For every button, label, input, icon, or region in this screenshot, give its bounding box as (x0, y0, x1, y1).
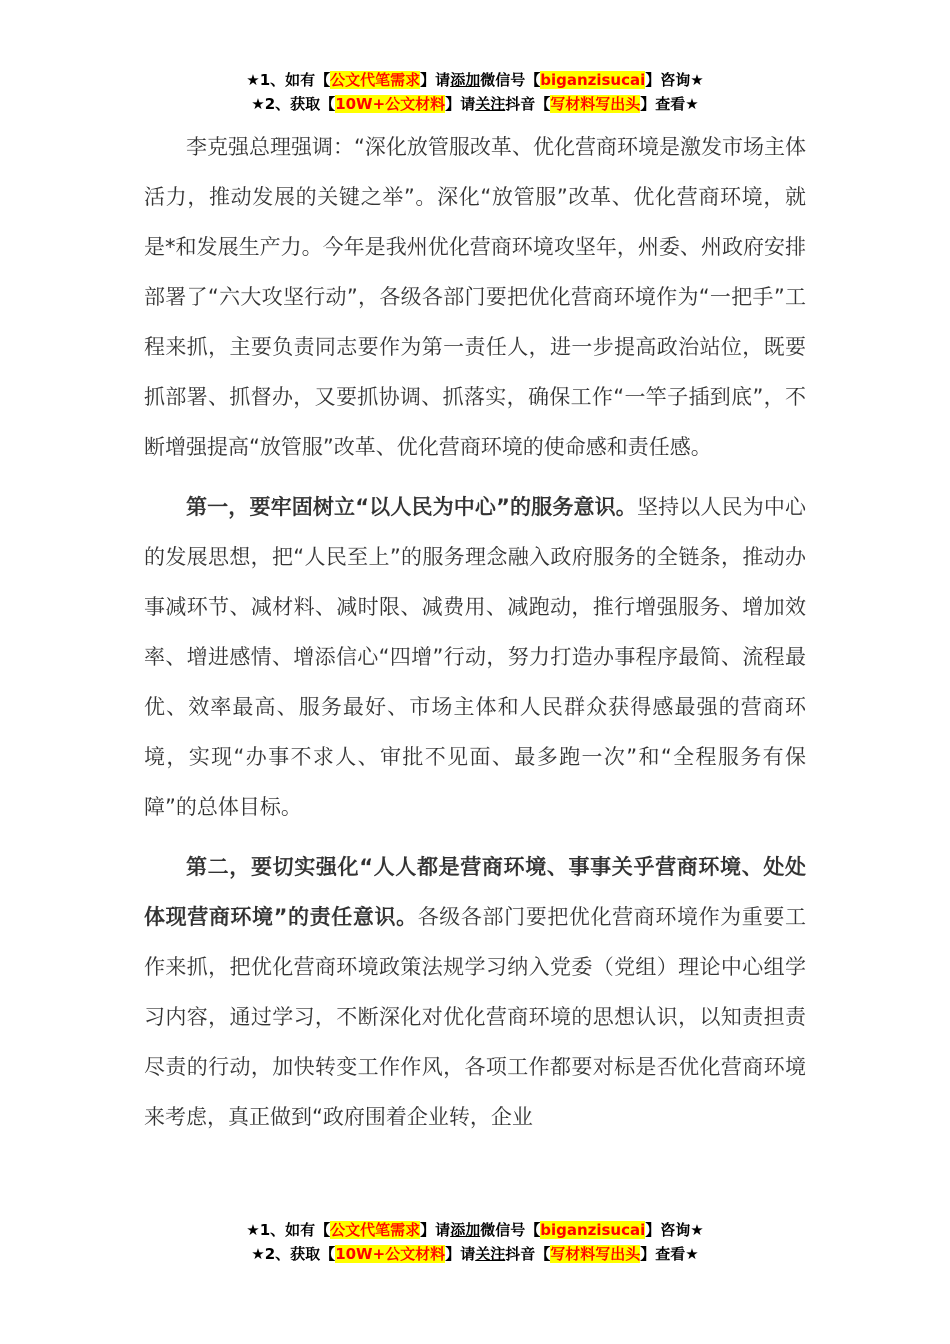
paragraph-text: 坚持以人民为中心的发展思想，把“人民至上”的服务理念融入政府服务的全链条，推动办事减环节、减材料、减时限、减费用、减跑动，推行增强服务、增加效率、增进感情、增添信心“四增”行动，努力打造办事程序最简、流程最优、效率最高、服务最好、市场主体和人民群众获得感最强的营商环境，实现“办事不求人、审批不见面、最多跑一次”和“全程服务有保障”的总体目标。 (144, 495, 806, 819)
promo-text: ★2、获取【 (251, 1245, 336, 1263)
promo-text: 微信号【 (480, 1221, 541, 1239)
promo-text: 抖音【 (505, 95, 551, 113)
promo-highlight-wechat-id: biganzisucai (540, 1221, 646, 1239)
promo-highlight-materials: 10W+公文材料 (335, 1245, 446, 1263)
promo-line-1 (0, 1218, 950, 1242)
promo-highlight-service: 公文代笔需求 (330, 71, 421, 89)
paragraph-first-point (144, 482, 806, 832)
promo-text: 抖音【 (505, 1245, 551, 1263)
document-body (144, 122, 806, 1142)
promo-underline-add: 添加 (450, 71, 481, 89)
promo-line-1 (0, 68, 950, 92)
promo-text: 微信号【 (480, 71, 541, 89)
promo-highlight-wechat-id: biganzisucai (540, 71, 646, 89)
paragraph-lead-heading: 第一，要牢固树立“以人民为中心”的服务意识。 (186, 495, 637, 519)
promo-highlight-service: 公文代笔需求 (330, 1221, 421, 1239)
promo-text: 】查看★ (640, 1245, 699, 1263)
promo-text: 】请 (445, 1245, 476, 1263)
paragraph-intro: 李克强总理强调：“深化放管服改革、优化营商环境是激发市场主体活力，推动发展的关键之举”。深化“放管服”改革、优化营商环境，就是*和发展生产力。今年是我州优化营商环境攻坚年，州委、州政府安排部署了“六大攻坚行动”，各级各部门要把优化营商环境作为“一把手”工程来抓，主要负责同志要作为第一责任人，进一步提高政治站位，既要抓部署、抓督办，又要抓协调、抓落实，确保工作“一竿子插到底”，不断增强提高“放管服”改革、优化营商环境的使命感和责任感。 (144, 135, 806, 459)
promo-text: 】查看★ (640, 95, 699, 113)
promo-underline-follow: 关注 (475, 95, 506, 113)
promo-highlight-douyin: 写材料写出头 (550, 95, 641, 113)
promo-text: 】请 (445, 95, 476, 113)
paragraph-second-point (144, 842, 806, 1142)
promo-text: 】请 (420, 1221, 451, 1239)
promo-text: 】请 (420, 71, 451, 89)
paragraph-text: 各级各部门要把优化营商环境作为重要工作来抓，把优化营商环境政策法规学习纳入党委（党组）理论中心组学习内容，通过学习，不断深化对优化营商环境的思想认识，以知责担责尽责的行动，加快转变工作作风，各项工作都要对标是否优化营商环境来考虑，真正做到“政府围着企业转，企业 (144, 905, 806, 1129)
promo-highlight-materials: 10W+公文材料 (335, 95, 446, 113)
promo-underline-add: 添加 (450, 1221, 481, 1239)
promo-line-2 (0, 1242, 950, 1266)
paragraph-lead-heading: 第二，要切实强化“人人都是营商环境、事事关乎营商环境、处处体现营商环境”的责任意识。 (144, 855, 806, 929)
footer-promo-banner (0, 1218, 950, 1266)
promo-text: ★1、如有【 (246, 1221, 331, 1239)
promo-text: 】咨询★ (645, 71, 704, 89)
promo-text: ★1、如有【 (246, 71, 331, 89)
promo-underline-follow: 关注 (475, 1245, 506, 1263)
promo-text: ★2、获取【 (251, 95, 336, 113)
promo-highlight-douyin: 写材料写出头 (550, 1245, 641, 1263)
header-promo-banner (0, 68, 950, 116)
promo-line-2 (0, 92, 950, 116)
promo-text: 】咨询★ (645, 1221, 704, 1239)
